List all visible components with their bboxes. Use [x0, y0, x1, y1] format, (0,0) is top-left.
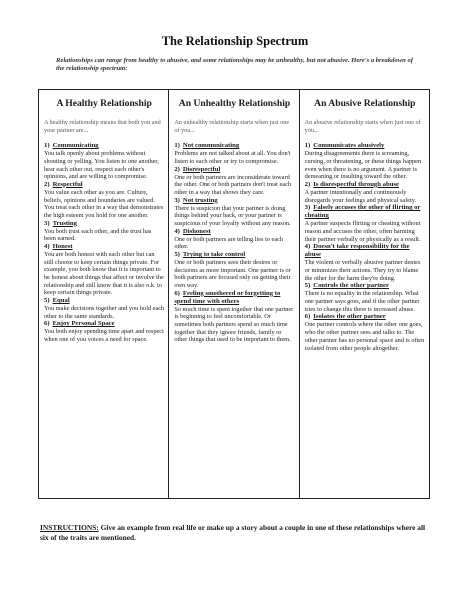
- trait-text: One partner controls where the other one goes, who the other partner sees and talks to. The other partner has no personal space and is often isolated from other people altogether.: [304, 321, 425, 352]
- column-lead: An unhealthy relationship starts when just one of you...: [174, 119, 290, 134]
- trait-text: A partner suspects flirting or cheating without reason and accuses the other, often harming their partner verbally or physically as a result.: [304, 220, 421, 243]
- trait-label: Is disrespectful through abuse: [313, 180, 400, 188]
- column-lead: A healthy relationship means that both you and your partner are...: [44, 119, 161, 134]
- trait-label: Equal: [52, 297, 70, 305]
- trait-label: Not communicating: [182, 142, 240, 150]
- trait-item: [305, 142, 425, 181]
- trait-label: Controls the other partner: [313, 282, 389, 290]
- trait-item: [44, 181, 164, 220]
- trait-number: 5): [304, 282, 311, 290]
- trait-number: 6): [304, 313, 311, 321]
- trait-item: [174, 142, 294, 165]
- trait-label: Feeling smothered or forgetting to spend time with others: [174, 289, 281, 305]
- trait-item: [174, 197, 294, 228]
- trait-number: 2): [44, 180, 50, 188]
- column-title: A Healthy Relationship: [56, 98, 152, 109]
- trait-text: You value each other as you are. Culture, beliefs, opinions and boundaries are valued. You treat each other in a way that demonstrates the high esteem you hold for one another.: [44, 188, 164, 219]
- trait-number: 6): [174, 289, 180, 297]
- trait-label: Falsely accuses the other of flirting or cheating: [304, 204, 421, 220]
- column-healthy: [39, 90, 168, 498]
- trait-text: The violent or verbally abusive partner denies or minimizes their actions. They try to blame the other for the harm they're doing.: [304, 259, 421, 282]
- column-abusive: [299, 90, 429, 498]
- trait-label: Trying to take control: [182, 251, 246, 258]
- trait-item: [174, 251, 294, 290]
- trait-number: 4): [304, 243, 311, 251]
- trait-item: [44, 220, 164, 243]
- trait-item: [305, 204, 425, 243]
- trait-number: 2): [304, 180, 311, 188]
- trait-text: One or both partners are inconsiderate toward the other. One or both partners don't treat each other in a way that shows they care.: [174, 173, 292, 196]
- trait-text: There is suspicion that your partner is doing things behind your back, or your partner is suspicious of your loyalty without any reason.: [174, 204, 291, 227]
- trait-text: One or both partners are telling lies to each other.: [174, 235, 284, 251]
- trait-number: 5): [44, 297, 50, 305]
- instructions-heading: INSTRUCTIONS:: [40, 523, 99, 532]
- trait-text: You both enjoy spending time apart and respect when one of you voices a need for space.: [44, 328, 164, 344]
- trait-number: 5): [174, 251, 180, 258]
- column-title: An Abusive Relationship: [314, 98, 416, 109]
- trait-number: 3): [44, 219, 50, 227]
- trait-label: Communicates abusively: [313, 142, 385, 150]
- trait-item: [174, 290, 294, 344]
- trait-label: Honest: [52, 242, 73, 250]
- trait-item: [305, 243, 425, 282]
- trait-text: There is no equality in the relationship. What one partner says goes, and if the other partner tries to change this there is increased abuse.: [304, 290, 420, 313]
- trait-number: 1): [304, 142, 311, 150]
- trait-item: [44, 297, 164, 320]
- trait-text: You both trust each other, and the trust has been earned.: [44, 227, 152, 243]
- instructions: [40, 523, 430, 542]
- trait-text: So much time is spent together that one partner is beginning to feel uncomfortable. Or sometimes both partners spend so much time together that they ignore friends, family or other things that used to be important to them.: [174, 305, 294, 344]
- trait-text: You make decisions together and you hold each other to the same standards.: [44, 305, 165, 320]
- trait-number: 3): [174, 196, 180, 204]
- trait-text: Problems are not talked about at all. You don't listen to each other or try to compromise.: [174, 150, 291, 165]
- page-title: The Relationship Spectrum: [161, 34, 309, 48]
- trait-number: 1): [174, 142, 180, 150]
- trait-item: [44, 243, 164, 297]
- trait-label: Trusting: [52, 219, 77, 227]
- trait-item: [44, 320, 164, 343]
- trait-text: You talk openly about problems without shouting or yelling. You listen to one another, hear each other out, respect each other's opinions, and are willing to compromise.: [44, 150, 159, 181]
- trait-item: [305, 181, 425, 204]
- trait-label: Enjoy Personal Space: [52, 320, 115, 328]
- trait-label: Not trusting: [182, 196, 218, 204]
- trait-number: 3): [304, 204, 311, 212]
- trait-number: 6): [44, 320, 50, 328]
- trait-label: Doesn't take responsibility for the abuse: [304, 243, 410, 259]
- trait-label: Communicating: [52, 142, 99, 150]
- instructions-text: Give an example from real life or make up a story about a couple in one of these relationships where all six of the traits are mentioned.: [40, 523, 426, 542]
- column-unhealthy: [168, 90, 298, 498]
- trait-item: [174, 166, 294, 197]
- column-title: An Unhealthy Relationship: [178, 98, 291, 109]
- trait-number: 2): [174, 165, 180, 173]
- spectrum-table: [38, 89, 430, 499]
- trait-label: Disrespectful: [182, 165, 221, 173]
- trait-number: 4): [44, 242, 50, 250]
- trait-item: [305, 282, 425, 313]
- trait-item: [44, 142, 164, 181]
- trait-item: [174, 228, 294, 251]
- trait-item: [305, 313, 425, 352]
- trait-label: Isolates the other partner: [313, 313, 386, 321]
- trait-text: You are both honest with each other but can still choose to keep certain things private. For example, you both know that it is important to be honest about things that affect or involve the relationship and still know that it is also o.k. to keep certain things private.: [44, 251, 164, 297]
- intro-text: Relationships can range from healthy to abusive, and some relationships may be unhealthy, but not abusive. Here's a breakdown of the relationship spectrum:: [56, 57, 413, 73]
- trait-number: 4): [174, 227, 180, 235]
- trait-label: Dishonest: [182, 227, 211, 235]
- trait-label: Respectful: [52, 180, 83, 188]
- trait-text: A partner intentionally and continuously disregards your feelings and physical safety.: [304, 188, 417, 204]
- trait-number: 1): [44, 142, 50, 150]
- trait-text: During disagreements there is screaming, cursing, or threatening, or these things happen even when there is no argument. A partner is demeaning or insulting toward the other.: [304, 150, 422, 181]
- trait-text: One or both partners sees their desires or decisions as more important. One partner is or both partners are focused only on getting their own way.: [174, 259, 291, 290]
- column-lead: An abusive relationship starts when just one of you...: [304, 119, 421, 134]
